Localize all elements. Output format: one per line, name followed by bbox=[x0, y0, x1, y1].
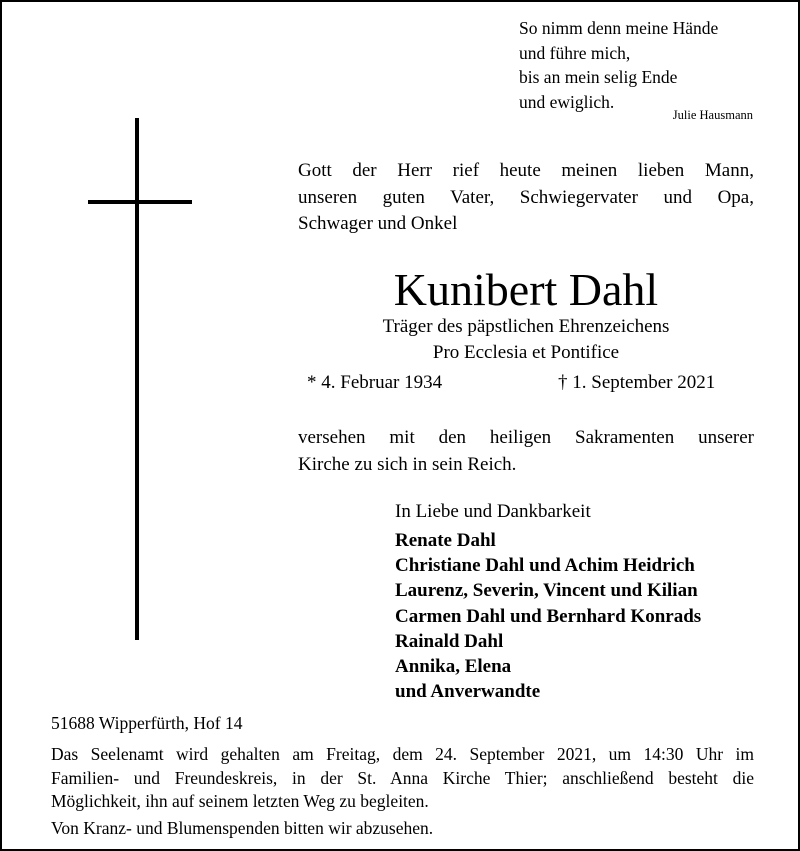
birth-date: * 4. Februar 1934 bbox=[307, 372, 443, 393]
mourner-name: und Anverwandte bbox=[395, 681, 541, 703]
deceased-name: Kunibert Dahl bbox=[393, 264, 659, 315]
honor-text bbox=[298, 314, 754, 365]
poem-line: bis an mein selig Ende bbox=[519, 67, 678, 87]
poem-author: Julie Hausmann bbox=[672, 108, 753, 122]
intro-text bbox=[298, 158, 754, 238]
death-date: † 1. September 2021 bbox=[558, 372, 716, 393]
intro-line: unseren guten Vater, Schwiegervater und Opa, bbox=[298, 186, 754, 208]
mourner-name: Christiane Dahl und Achim Heidrich bbox=[395, 555, 695, 577]
mourners-list bbox=[395, 528, 701, 704]
notice-line: Familien- und Freundeskreis, in der St. Anna Kirche Thier; anschließend besteht die bbox=[51, 767, 754, 788]
sacraments-line: versehen mit den heiligen Sakramenten unserer bbox=[298, 427, 754, 448]
notice-line: Das Seelenamt wird gehalten am Freitag, dem 24. September 2021, um 14:30 Uhr im bbox=[51, 744, 754, 764]
address: 51688 Wipperfürth, Hof 14 bbox=[51, 713, 243, 733]
mourners-heading: In Liebe und Dankbarkeit bbox=[395, 501, 591, 522]
poem-line: und ewiglich. bbox=[519, 91, 615, 112]
intro-line: Gott der Herr rief heute meinen lieben Mann, bbox=[298, 160, 754, 181]
intro-line: Schwager und Onkel bbox=[298, 213, 458, 234]
mourner-name: Laurenz, Severin, Vincent und Kilian bbox=[395, 580, 698, 602]
poem bbox=[519, 16, 718, 114]
mourner-name: Renate Dahl bbox=[395, 530, 496, 551]
notice-line: Möglichkeit, ihn auf seinem letzten Weg zu begleiten. bbox=[51, 791, 429, 812]
honor-line: Träger des päpstlichen Ehrenzeichens bbox=[382, 316, 670, 337]
cross-icon bbox=[135, 118, 139, 640]
service-notice bbox=[51, 743, 754, 814]
mourner-name: Annika, Elena bbox=[395, 656, 512, 678]
honor-line: Pro Ecclesia et Pontifice bbox=[432, 341, 620, 363]
mourner-name: Carmen Dahl und Bernhard Konrads bbox=[395, 605, 702, 627]
no-donations-note: Von Kranz- und Blumenspenden bitten wir abzusehen. bbox=[51, 818, 434, 838]
poem-line: So nimm denn meine Hände bbox=[519, 18, 719, 38]
sacraments-line: Kirche zu sich in sein Reich. bbox=[298, 453, 517, 475]
cross-icon-beam bbox=[88, 200, 192, 204]
poem-line: und führe mich, bbox=[519, 42, 631, 63]
sacraments-text bbox=[298, 425, 754, 478]
mourner-name: Rainald Dahl bbox=[395, 630, 504, 652]
